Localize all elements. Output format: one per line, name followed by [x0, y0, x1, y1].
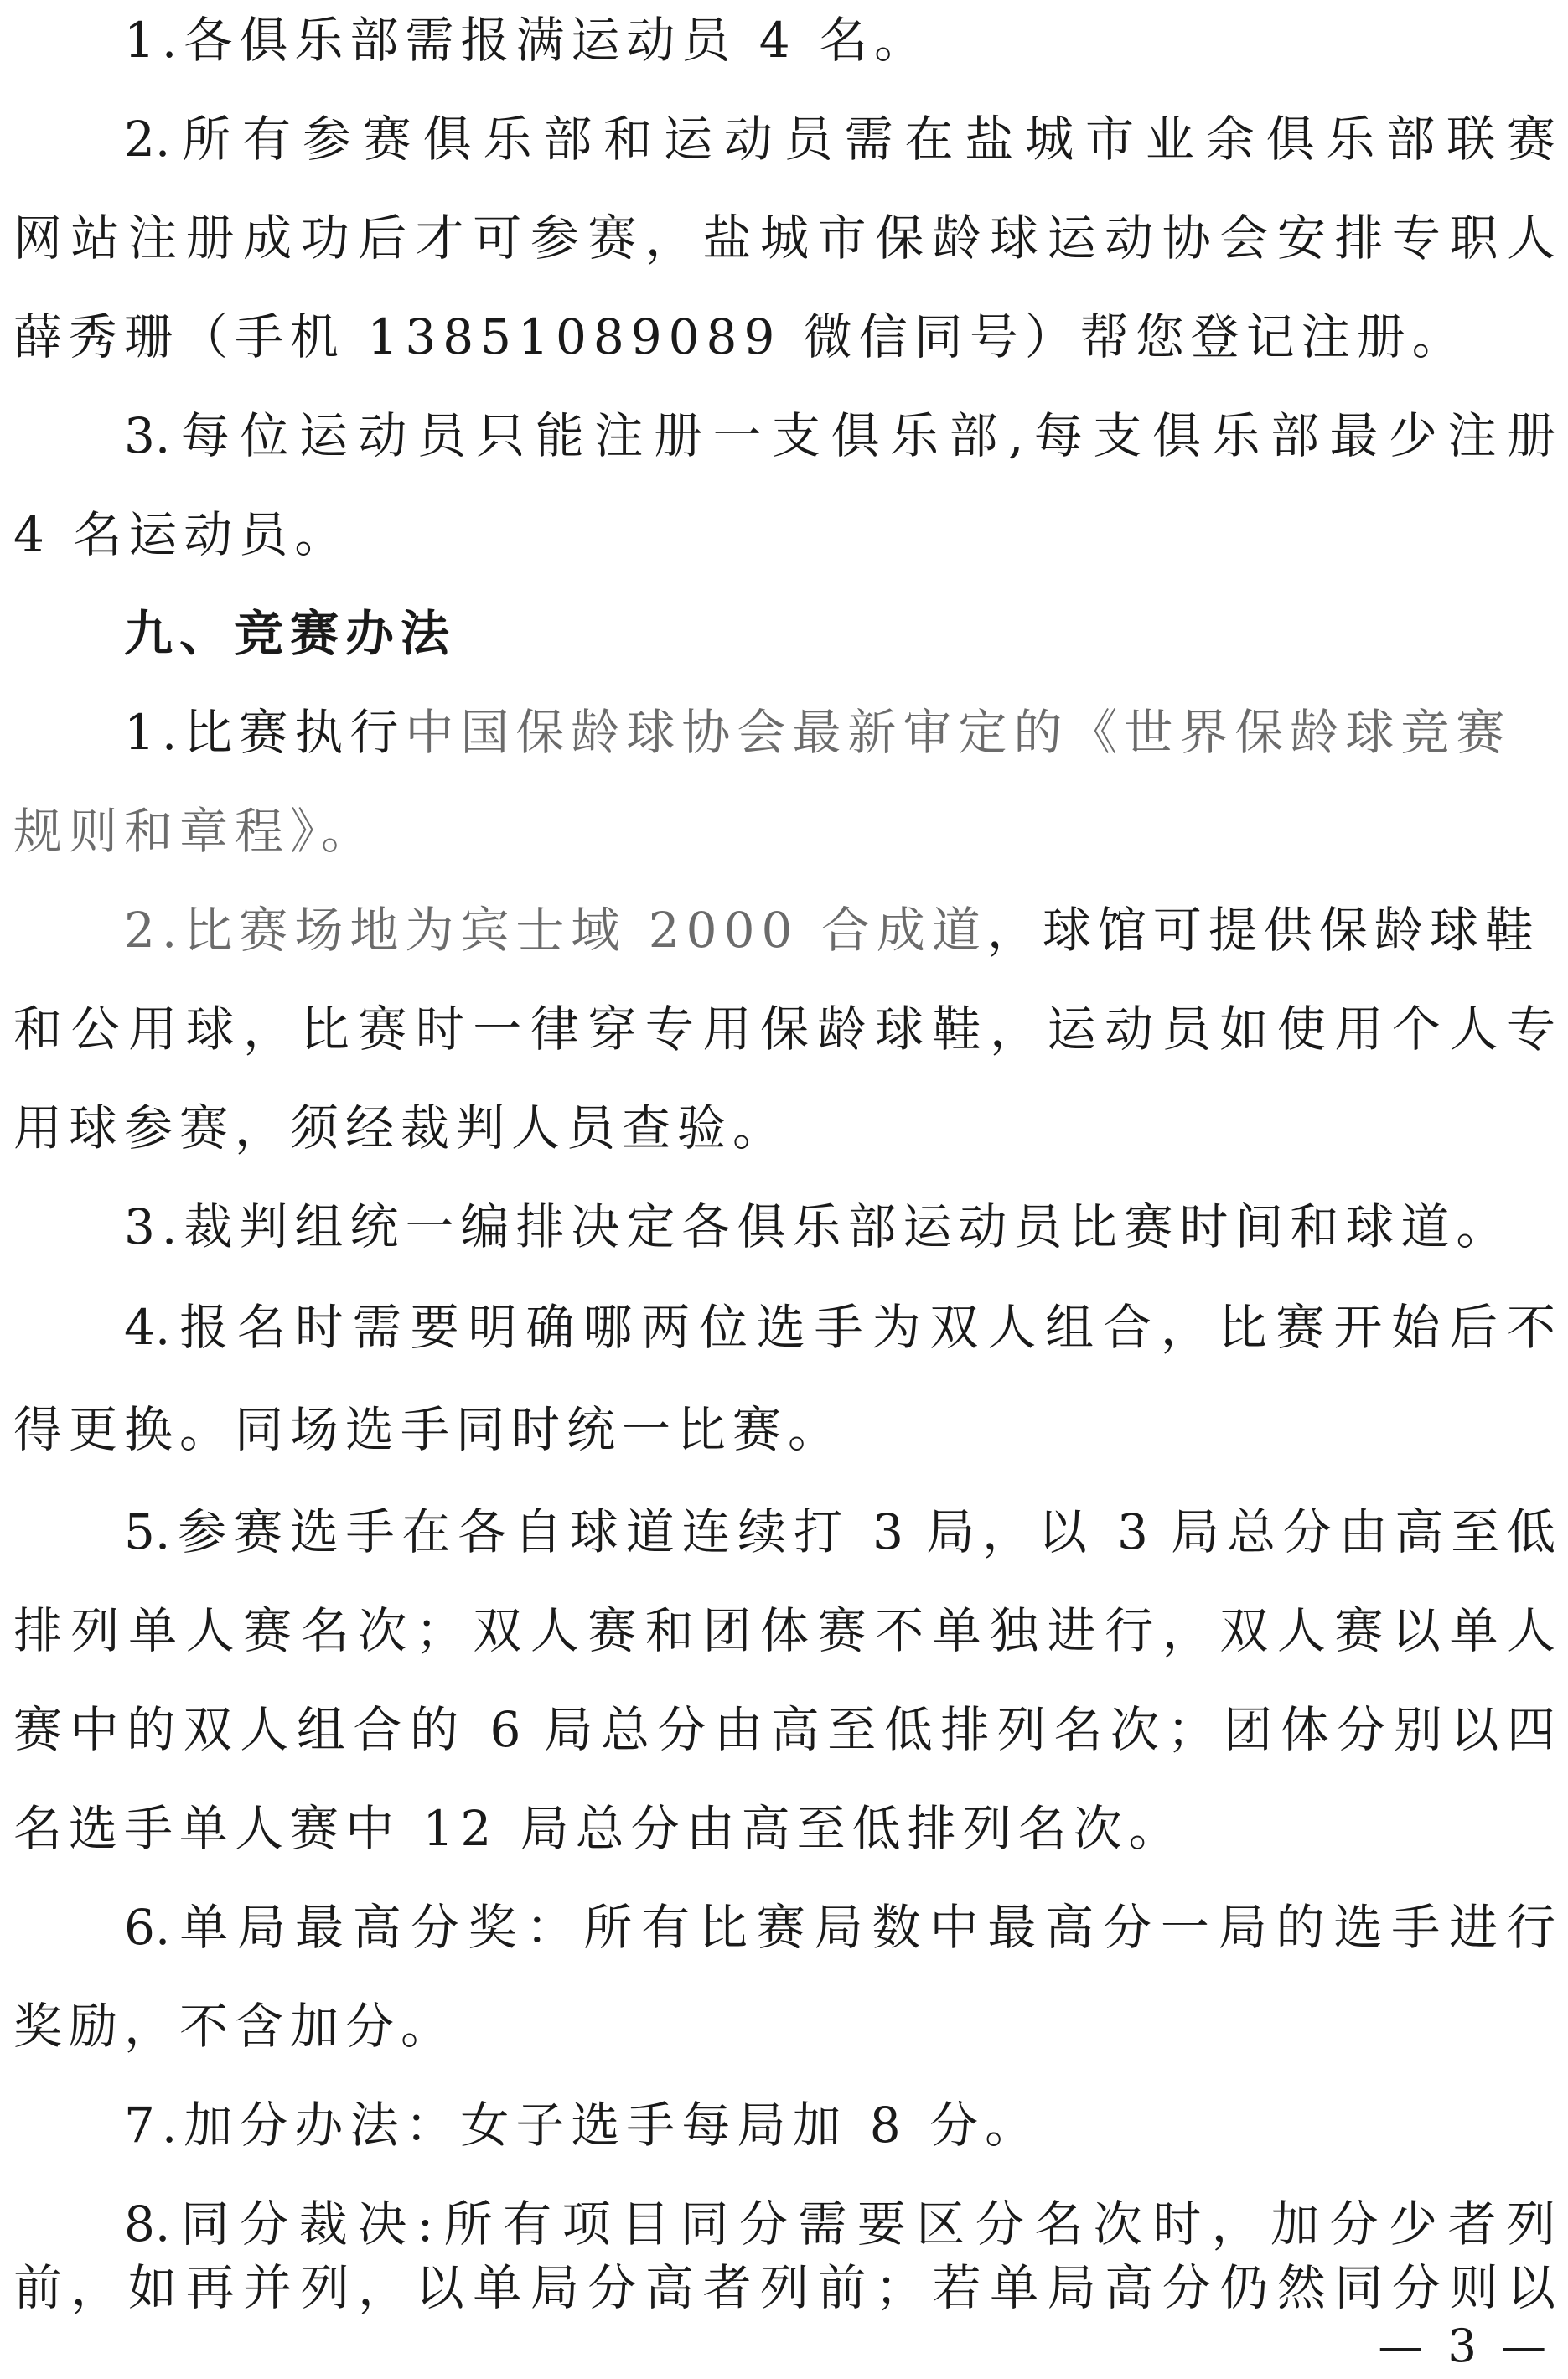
text-line: 得更换。同场选手同时统一比赛。: [13, 1401, 844, 1458]
text-line: 前，如再并列，以单局分高者列前；若单局高分仍然同分则以: [13, 2259, 1555, 2316]
text-line: 5.参赛选手在各自球道连续打 3 局，以 3 局总分由高至低: [124, 1503, 1555, 1560]
text-line: 7.加分办法：女子选手每局加 8 分。: [124, 2097, 1041, 2154]
text-line: 3.每位运动员只能注册一支俱乐部,每支俱乐部最少注册: [124, 407, 1555, 464]
text-line: 2.比赛场地为宾士域 2000 合成道，球馆可提供保龄球鞋: [124, 902, 1540, 959]
text-line: 规则和章程》。: [13, 803, 377, 860]
text-line: 1.各俱乐部需报满运动员 4 名。: [124, 12, 930, 69]
text-line: 用球参赛，须经裁判人员查验。: [13, 1099, 789, 1156]
text-line: 2.所有参赛俱乐部和运动员需在盐城市业余俱乐部联赛: [124, 111, 1555, 168]
text-line: 1.比赛执行中国保龄球协会最新审定的《世界保龄球竞赛: [124, 704, 1512, 761]
text-line: 3.裁判组统一编排决定各俱乐部运动员比赛时间和球道。: [124, 1198, 1512, 1255]
text-line: 4.报名时需要明确哪两位选手为双人组合，比赛开始后不: [124, 1299, 1555, 1356]
text-line: 名选手单人赛中 12 局总分由高至低排列名次。: [13, 1800, 1184, 1857]
text-line: 6.单局最高分奖：所有比赛局数中最高分一局的选手进行: [124, 1899, 1555, 1956]
text-line: 4 名运动员。: [13, 506, 350, 563]
page-number: — 3 —: [1378, 2320, 1551, 2372]
gray-text: 中国保龄球协会最新审定的《世界保龄球竞赛: [405, 704, 1512, 761]
text-line: 奖励，不含加分。: [13, 1998, 457, 2055]
text-line: 和公用球，比赛时一律穿专用保龄球鞋，运动员如使用个人专: [13, 1001, 1555, 1058]
text-line: 网站注册成功后才可参赛，盐城市保龄球运动协会安排专职人: [13, 209, 1555, 266]
text-line: 排列单人赛名次；双人赛和团体赛不单独进行，双人赛以单人: [13, 1602, 1555, 1659]
section-heading: 九、竞赛办法: [124, 605, 457, 662]
text-line: 赛中的双人组合的 6 局总分由高至低排列名次；团体分别以四: [13, 1701, 1555, 1758]
text-line: 8.同分裁决:所有项目同分需要区分名次时，加分少者列: [124, 2195, 1555, 2252]
gray-text: 2.比赛场地为宾士域 2000 合成道: [124, 902, 987, 959]
text-line: 薛秀珊（手机 13851089089 微信同号）帮您登记注册。: [13, 308, 1467, 365]
